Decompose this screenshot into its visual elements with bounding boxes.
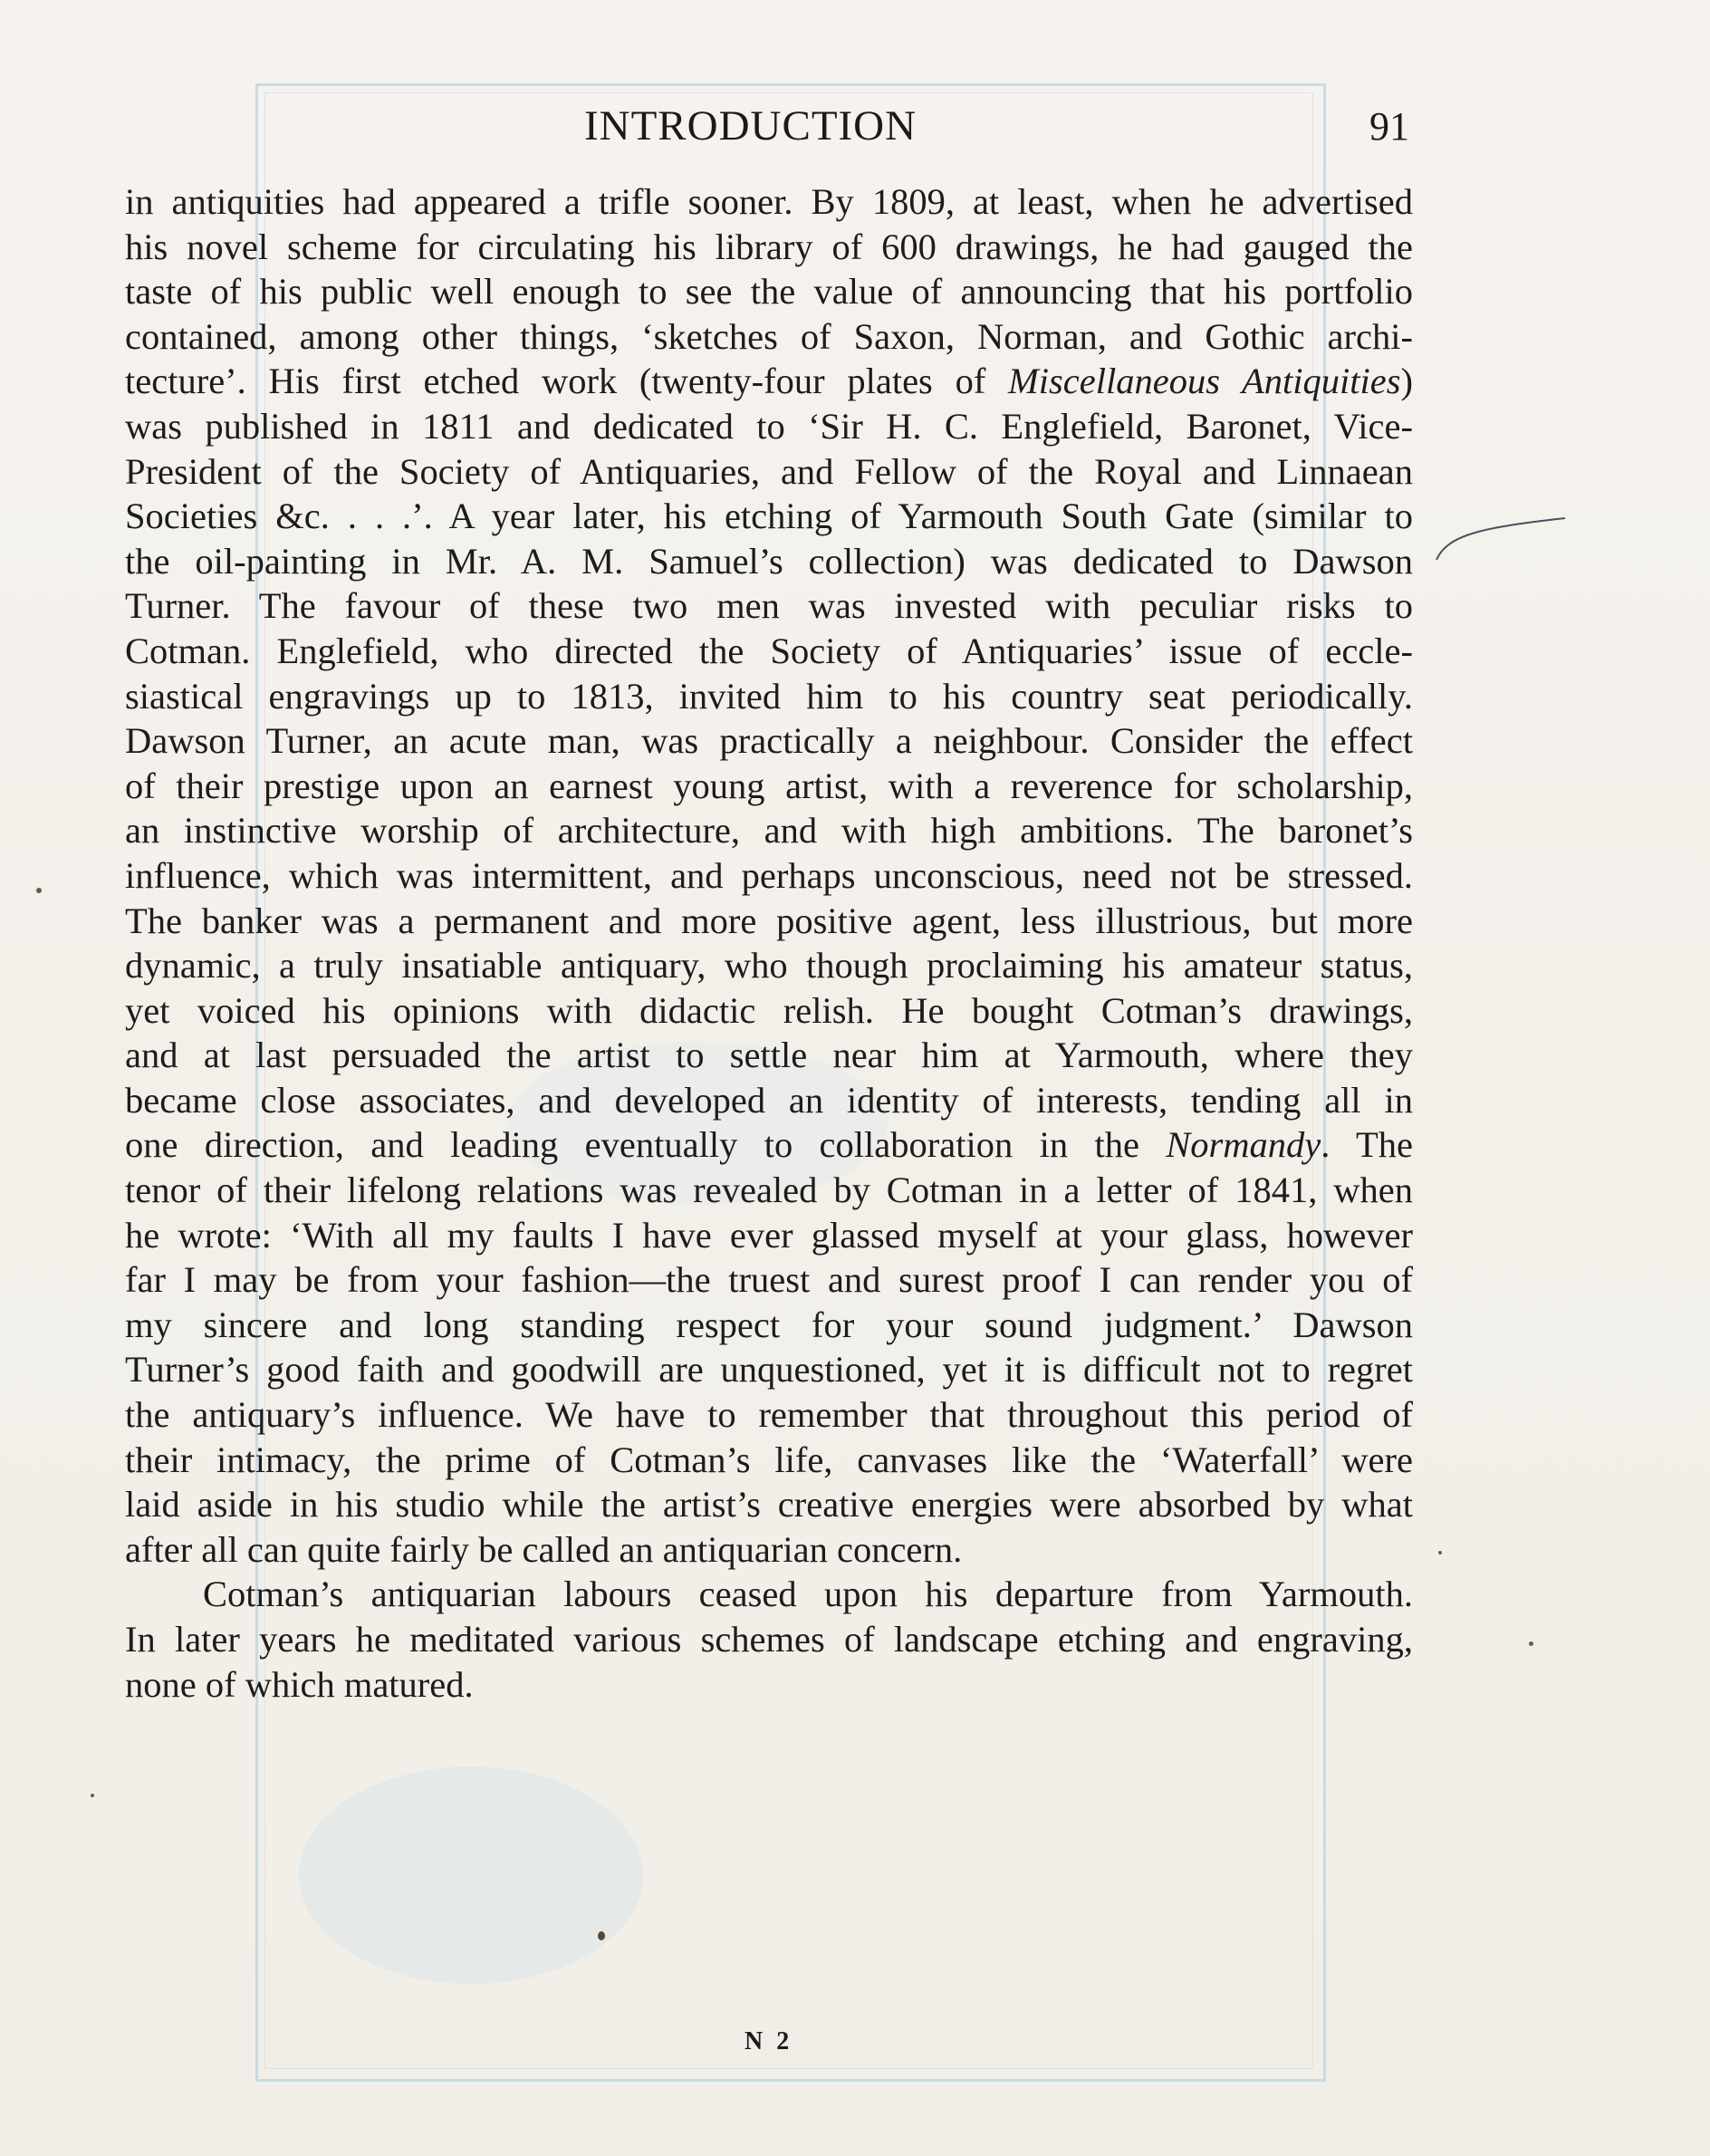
text-line: one direction, and leading eventually to collaboration in the Normandy. The <box>125 1124 1413 1166</box>
text-line: dynamic, a truly insatiable antiquary, who though proclaiming his amateur status, <box>125 945 1413 987</box>
show-through-shading <box>299 1766 643 1984</box>
text-line: tenor of their lifelong relations was revealed by Cotman in a letter of 1841, when <box>125 1169 1413 1211</box>
paper-speck <box>598 1931 605 1940</box>
text-line: President of the Society of Antiquaries, and Fellow of the Royal and Linnaean <box>125 450 1413 492</box>
text-line: tecture’. His first etched work (twenty-four plates of Miscellaneous Antiquities) <box>125 361 1413 402</box>
text-line: Societies &c. . . .’. A year later, his etching of Yarmouth South Gate (similar to <box>125 496 1413 537</box>
text-line: their intimacy, the prime of Cotman’s life, canvases like the ‘Waterfall’ were <box>125 1439 1413 1480</box>
text-line: siastical engravings up to 1813, invited him to his country seat periodically. <box>125 675 1413 717</box>
paper-speck <box>91 1794 94 1797</box>
body-text <box>125 179 1413 1707</box>
text-line: in antiquities had appeared a trifle sooner. By 1809, at least, when he advertised <box>125 181 1413 222</box>
paragraph <box>125 1572 1413 1707</box>
text-line: In later years he meditated various schemes of landscape etching and engraving, <box>125 1619 1413 1660</box>
text-line: Dawson Turner, an acute man, was practically a neighbour. Consider the effect <box>125 720 1413 762</box>
text-line: laid aside in his studio while the artist’s creative energies were absorbed by what <box>125 1484 1413 1526</box>
text-line: after all can quite fairly be called an antiquarian concern. <box>125 1528 963 1570</box>
text-line: was published in 1811 and dedicated to ‘Sir H. C. Englefield, Baronet, Vice- <box>125 405 1413 447</box>
text-line: none of which matured. <box>125 1663 474 1705</box>
text-line: Turner. The favour of these two men was invested with peculiar risks to <box>125 585 1413 627</box>
paper-speck <box>1438 1551 1442 1554</box>
text-line: and at last persuaded the artist to settle near him at Yarmouth, where they <box>125 1035 1413 1076</box>
running-head: INTRODUCTION <box>584 102 917 149</box>
text-line: the antiquary’s influence. We have to remember that throughout this period of <box>125 1394 1413 1436</box>
signature-mark: N 2 <box>745 2027 793 2055</box>
text-line: the oil-painting in Mr. A. M. Samuel’s collection) was dedicated to Dawson <box>125 540 1413 582</box>
text-line: he wrote: ‘With all my faults I have ever glassed myself at your glass, however <box>125 1214 1413 1256</box>
pencil-annotation-mark <box>1429 507 1570 571</box>
text-line: Cotman’s antiquarian labours ceased upon his departure from Yarmouth. <box>203 1574 1413 1615</box>
text-line: taste of his public well enough to see the value of announcing that his portfolio <box>125 271 1413 313</box>
text-line: an instinctive worship of architecture, and with high ambitions. The baronet’s <box>125 810 1413 852</box>
page-number: 91 <box>1369 104 1409 149</box>
text-line: Cotman. Englefield, who directed the Society of Antiquaries’ issue of eccle- <box>125 630 1413 671</box>
text-line: contained, among other things, ‘sketches of Saxon, Norman, and Gothic archi- <box>125 315 1413 357</box>
text-line: my sincere and long standing respect for your sound judgment.’ Dawson <box>125 1304 1413 1345</box>
text-line: became close associates, and developed an identity of interests, tending all in <box>125 1079 1413 1121</box>
text-line: yet voiced his opinions with didactic relish. He bought Cotman’s drawings, <box>125 989 1413 1031</box>
text-line: of their prestige upon an earnest young artist, with a reverence for scholarship, <box>125 765 1413 806</box>
text-line: The banker was a permanent and more positive agent, less illustrious, but more <box>125 900 1413 941</box>
text-line: influence, which was intermittent, and perhaps unconscious, need not be stressed. <box>125 854 1413 896</box>
page-header <box>127 101 1411 156</box>
text-line: his novel scheme for circulating his library of 600 drawings, he had gauged the <box>125 226 1413 267</box>
paper-speck <box>1529 1641 1533 1646</box>
text-line: far I may be from your fashion—the truest and surest proof I can render you of <box>125 1259 1413 1301</box>
text-line: Turner’s good faith and goodwill are unquestioned, yet it is difficult not to regret <box>125 1349 1413 1391</box>
paper-speck <box>36 888 42 893</box>
paragraph <box>125 179 1413 1572</box>
